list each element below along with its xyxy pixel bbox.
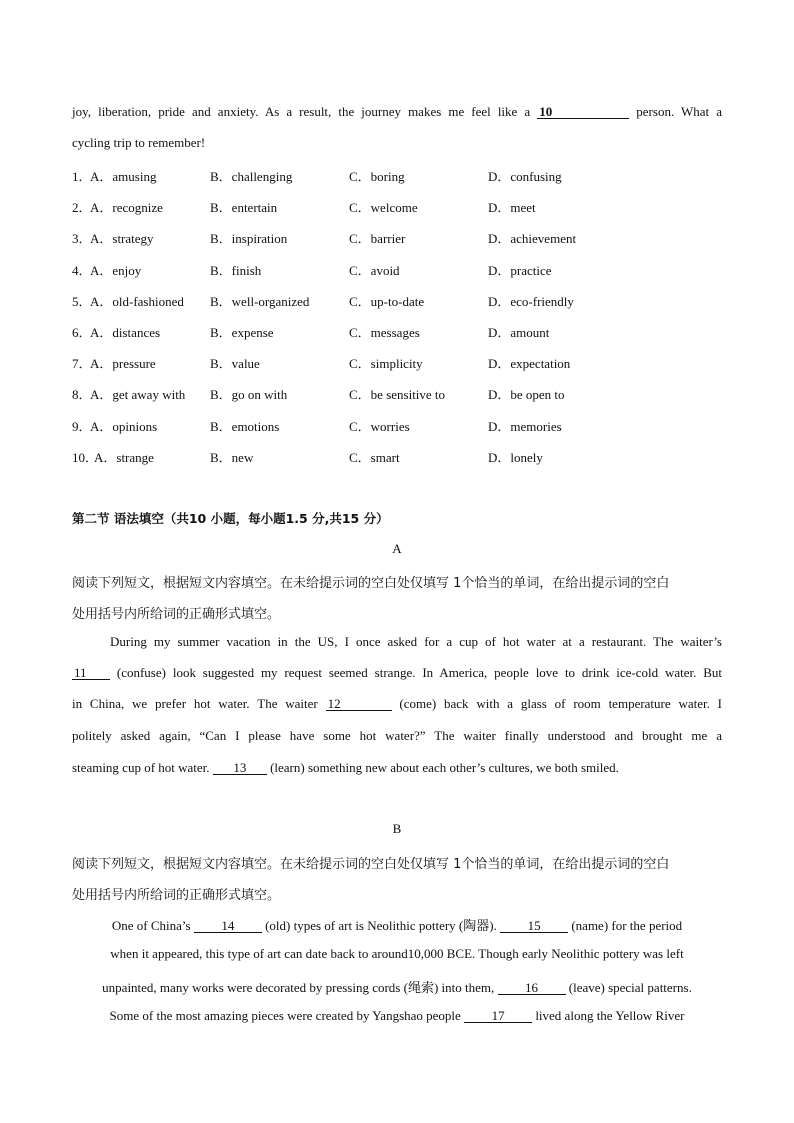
option-d[interactable]: D．practice [488,262,552,278]
blank-14[interactable]: 14 [194,919,262,933]
question-row-5 [72,291,722,309]
part-a-line-4: politely asked again, “Can I please have some hot water?” The waiter finally understood and brought me a [72,728,722,743]
option-b[interactable]: B．inspiration [210,231,288,247]
option-c[interactable]: C．avoid [349,262,400,278]
part-a-label: A [392,541,402,556]
question-row-10 [72,447,722,465]
question-number: 2． [72,200,92,216]
blank-13[interactable]: 13 [213,761,267,775]
part-b-label: B [392,821,402,836]
option-b[interactable]: B．emotions [210,418,280,434]
option-b[interactable]: B．new [210,449,254,465]
option-c[interactable]: C．barrier [349,231,406,247]
question-row-9 [72,416,722,434]
option-b[interactable]: B．challenging [210,169,293,184]
option-a[interactable]: A．enjoy [90,262,142,278]
part-b-text-1b: (old) types of art is Neolithic pottery (陶器). [265,918,497,933]
part-b-text-3b: (leave) special patterns. [568,980,692,995]
question-row-1 [72,166,722,184]
question-number: 7． [72,356,92,372]
part-a-line-3 [72,696,722,712]
option-d[interactable]: D．meet [488,200,536,216]
option-c[interactable]: C．boring [349,169,405,184]
part-b-text-4b: lived along the Yellow River [535,1008,685,1023]
option-a[interactable]: A．get away with [90,387,186,403]
option-d[interactable]: D．lonely [488,449,543,465]
option-b[interactable]: B．go on with [210,387,288,403]
question-number: 3． [72,231,92,247]
section-2-title: 第二节 语法填空（共10 小题，每小题1.5 分,共15 分） [72,511,389,526]
option-d[interactable]: D．expectation [488,356,571,372]
option-b[interactable]: B．entertain [210,200,278,216]
question-number: 5． [72,293,92,309]
part-b-text-1c: (name) for the period [571,918,683,933]
option-c[interactable]: C．simplicity [349,356,423,372]
option-d[interactable]: D．eco-friendly [488,293,574,309]
part-b-line-1 [0,915,794,934]
passage-text-before-10: joy, liberation, pride and anxiety. As a result, the journey makes me feel like a [72,104,531,119]
question-number: 9． [72,418,92,434]
option-a[interactable]: A．pressure [90,356,156,372]
question-row-2 [72,197,722,215]
passage-text-after-10: person. What a [636,104,722,119]
question-number: 8． [72,387,92,403]
question-row-6 [72,322,722,340]
part-a-text-2: (confuse) look suggested my request seemed strange. In America, people love to drink ice-cold water. But [116,665,723,680]
part-a-text-3a: in China, we prefer hot water. The waiter [72,696,318,711]
option-d[interactable]: D．memories [488,418,562,434]
question-number: 4． [72,262,92,278]
question-number: 6． [72,325,92,340]
question-row-8 [72,384,722,402]
part-b-text-3a: unpainted, many works were decorated by pressing cords (绳索) into them, [102,980,495,995]
part-b-instruction-1: 阅读下列短文，根据短文内容填空。在未给提示词的空白处仅填写 1个恰当的单词，在给出提示词的空白 [72,857,670,872]
part-a-line-2 [72,665,722,681]
option-c[interactable]: C．up-to-date [349,293,425,309]
option-b[interactable]: B．value [210,356,260,372]
option-d[interactable]: D．achievement [488,231,577,247]
part-a-instruction-2: 处用括号内所给词的正确形式填空。 [72,607,281,622]
blank-10[interactable]: 10 [537,105,629,119]
option-c[interactable]: C．smart [349,449,400,465]
part-b-text-1a: One of China’s [111,918,191,933]
option-d[interactable]: D．be open to [488,387,565,403]
blank-11[interactable]: 11 [72,666,110,680]
option-c[interactable]: C．welcome [349,200,418,216]
part-a-text-5b: (learn) something new about each other’s cultures, we both smiled. [270,760,619,775]
option-a[interactable]: A．distances [90,325,161,340]
option-c[interactable]: C．worries [349,418,410,434]
blank-17[interactable]: 17 [464,1009,532,1023]
passage-line-2: cycling trip to remember! [72,135,206,150]
part-a-text-3b: (come) back with a glass of room temperature water. I [399,696,723,711]
option-c[interactable]: C．be sensitive to [349,387,446,403]
blank-15[interactable]: 15 [500,919,568,933]
blank-16[interactable]: 16 [498,981,566,995]
part-b-line-2: when it appeared, this type of art can date back to around10,000 BCE. Though early Neolithic pottery was left [110,946,684,961]
passage-line-1 [72,104,722,120]
option-b[interactable]: B．well-organized [210,293,310,309]
part-b-line-3 [0,977,794,996]
blank-12[interactable]: 12 [326,697,392,711]
question-number: 10． [72,449,99,465]
option-a[interactable]: A．old-fashioned [90,293,184,309]
question-row-4 [72,260,722,278]
part-b-line-4 [0,1008,794,1024]
part-a-instruction-1: 阅读下列短文，根据短文内容填空。在未给提示词的空白处仅填写 1个恰当的单词，在给出提示词的空白 [72,576,670,591]
option-c[interactable]: C．messages [349,325,420,340]
part-a-text-5a: steaming cup of hot water. [72,760,210,775]
option-a[interactable]: A．opinions [90,418,158,434]
part-b-text-4a: Some of the most amazing pieces were created by Yangshao people [109,1008,461,1023]
option-a[interactable]: A．amusing [90,169,157,184]
option-b[interactable]: B．expense [210,325,274,340]
part-a-line-1: During my summer vacation in the US, I once asked for a cup of hot water at a restaurant. The waiter’s [110,634,722,649]
option-d[interactable]: D．confusing [488,169,562,184]
option-a[interactable]: A．strategy [90,231,154,247]
question-row-7 [72,353,722,371]
part-a-line-5 [72,760,722,776]
part-b-instruction-2: 处用括号内所给词的正确形式填空。 [72,888,281,903]
option-d[interactable]: D．amount [488,325,550,340]
option-a[interactable]: A．strange [94,449,154,465]
question-number: 1． [72,169,92,184]
option-a[interactable]: A．recognize [90,200,163,216]
question-row-3 [72,228,722,246]
option-b[interactable]: B．finish [210,262,262,278]
